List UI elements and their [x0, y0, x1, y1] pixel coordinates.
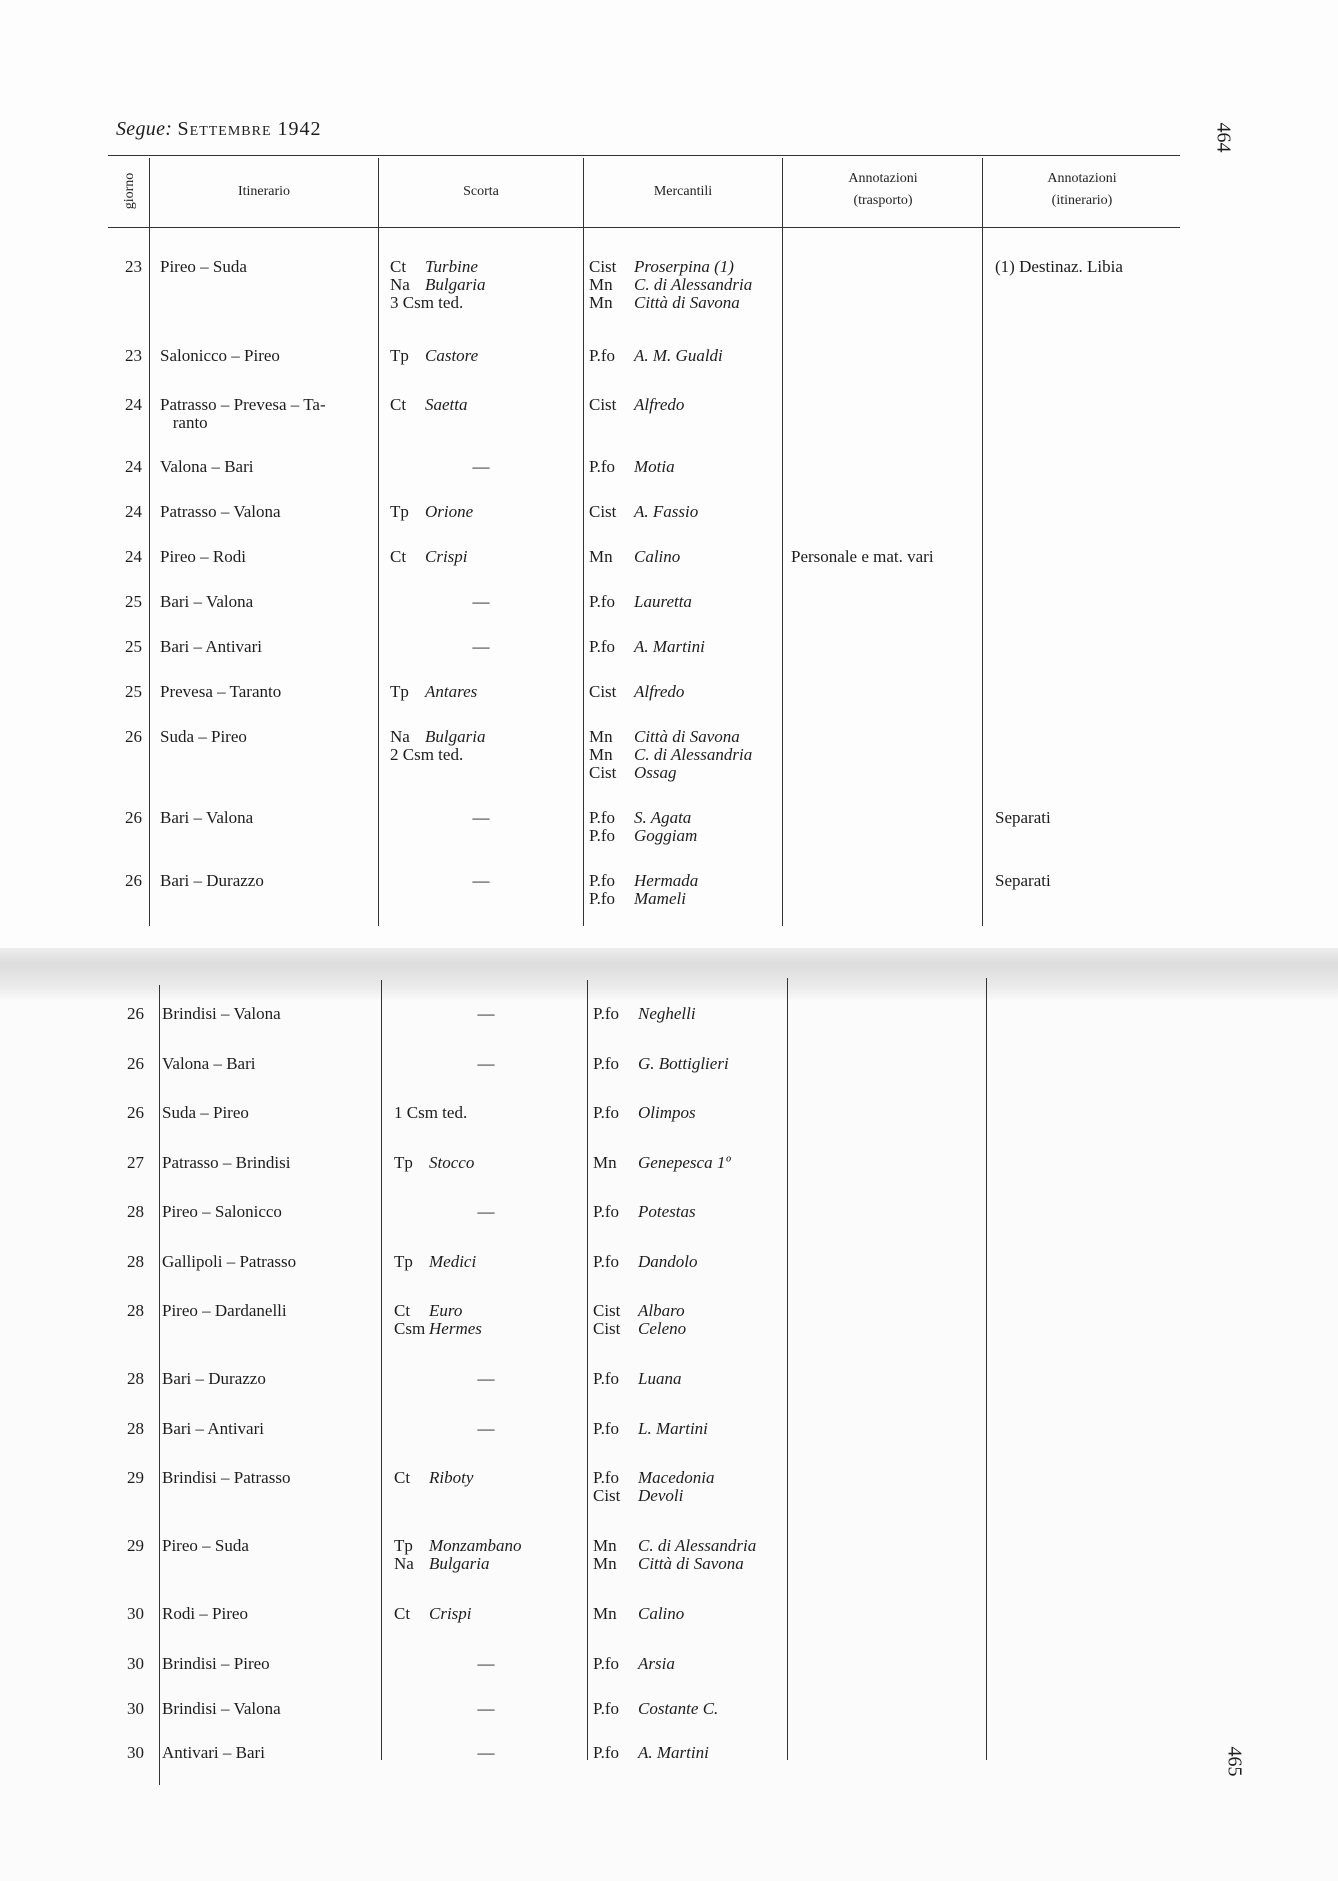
- column-rule-lower: [159, 985, 160, 1785]
- row-day: 30: [127, 1699, 144, 1718]
- header-itinerario: Itinerario: [237, 184, 291, 199]
- row-ship-name: Lauretta: [634, 592, 692, 611]
- row-escort-none: —: [477, 1699, 495, 1718]
- row-escort-none: —: [477, 1743, 495, 1762]
- row-route: Pireo – Rodi: [160, 547, 246, 566]
- row-ship-type: Mn: [593, 1604, 617, 1623]
- row-route: Pireo – Dardanelli: [162, 1301, 287, 1320]
- column-rule-upper: [982, 158, 983, 926]
- row-ship-name: Ossag: [634, 763, 677, 782]
- row-ship-type: Mn: [589, 547, 613, 566]
- row-day: 30: [127, 1654, 144, 1673]
- row-ship-name: A. M. Gualdi: [634, 346, 723, 365]
- row-day: 25: [125, 682, 142, 701]
- row-escort-type: Ct: [394, 1468, 411, 1487]
- row-escort-name: Bulgaria: [425, 275, 486, 294]
- row-route: Brindisi – Pireo: [162, 1654, 270, 1673]
- row-escort-type: Ct: [394, 1604, 411, 1623]
- column-rule-lower: [986, 978, 987, 1760]
- row-escort-name: Bulgaria: [425, 727, 486, 746]
- row-day: 28: [127, 1202, 144, 1221]
- row-route: Salonicco – Pireo: [160, 346, 280, 365]
- row-ship-type: Cist: [593, 1319, 621, 1338]
- row-route: Pireo – Suda: [160, 257, 247, 276]
- row-day: 26: [127, 1054, 144, 1073]
- row-escort-type: 1 Csm ted.: [394, 1103, 468, 1122]
- row-escort-name: Euro: [429, 1301, 463, 1320]
- row-ship-name: Neghelli: [638, 1004, 696, 1023]
- row-escort-name: Castore: [425, 346, 479, 365]
- row-ship-name: Hermada: [634, 871, 699, 890]
- row-annotation-trasporto: Personale e mat. vari: [791, 547, 934, 566]
- row-ship-type: Mn: [593, 1536, 617, 1555]
- row-escort-type: 2 Csm ted.: [390, 745, 464, 764]
- row-escort-name: Antares: [425, 682, 478, 701]
- row-escort-type: 3 Csm ted.: [390, 293, 464, 312]
- header-top-rule: [108, 155, 1180, 156]
- row-ship-name: Macedonia: [638, 1468, 715, 1487]
- row-escort-type: Na: [390, 727, 410, 746]
- row-escort-type: Ct: [390, 395, 407, 414]
- row-ship-name: Arsia: [638, 1654, 675, 1673]
- column-rule-upper: [378, 158, 379, 926]
- page-number-right: 465: [1223, 1746, 1246, 1777]
- row-escort-name: Medici: [429, 1252, 477, 1271]
- row-escort-type: Tp: [390, 682, 409, 701]
- row-day: 24: [125, 395, 142, 414]
- row-route: Brindisi – Valona: [162, 1004, 281, 1023]
- row-route: Suda – Pireo: [160, 727, 247, 746]
- row-ship-type: P.fo: [589, 808, 615, 827]
- row-ship-name: C. di Alessandria: [638, 1536, 757, 1555]
- row-ship-type: P.fo: [593, 1252, 619, 1271]
- row-ship-type: P.fo: [593, 1103, 619, 1122]
- row-day: 24: [125, 547, 142, 566]
- row-route: Bari – Durazzo: [160, 871, 264, 890]
- row-ship-name: Costante C.: [638, 1699, 719, 1718]
- header-annotazioni-trasporto-line2: (trasporto): [853, 193, 913, 208]
- row-escort-name: Crispi: [429, 1604, 472, 1623]
- row-day: 23: [125, 257, 142, 276]
- row-ship-name: Proserpina (1): [634, 257, 734, 276]
- row-ship-type: P.fo: [593, 1743, 619, 1762]
- row-ship-type: Cist: [589, 682, 617, 701]
- row-escort-none: —: [477, 1202, 495, 1221]
- row-ship-type: P.fo: [593, 1468, 619, 1487]
- row-ship-name: S. Agata: [634, 808, 692, 827]
- row-day: 30: [127, 1743, 144, 1762]
- row-day: 23: [125, 346, 142, 365]
- header-annotazioni-itinerario: [984, 168, 1180, 212]
- row-escort-type: Ct: [390, 257, 407, 276]
- row-day: 26: [125, 808, 142, 827]
- row-ship-name: Alfredo: [634, 682, 685, 701]
- row-escort-name: Stocco: [429, 1153, 475, 1172]
- header-annotazioni-trasporto-line1: Annotazioni: [848, 171, 918, 186]
- row-ship-name: Celeno: [638, 1319, 687, 1338]
- row-ship-name: Luana: [638, 1369, 682, 1388]
- row-ship-type: P.fo: [589, 826, 615, 845]
- header-annotazioni-trasporto: [784, 168, 982, 212]
- row-ship-name: G. Bottiglieri: [638, 1054, 729, 1073]
- row-day: 30: [127, 1604, 144, 1623]
- row-escort-none: —: [477, 1654, 495, 1673]
- row-escort-none: —: [472, 457, 490, 476]
- row-day: 28: [127, 1252, 144, 1271]
- row-ship-type: Mn: [589, 727, 613, 746]
- row-route: Valona – Bari: [162, 1054, 256, 1073]
- row-day: 26: [125, 727, 142, 746]
- row-escort-type: Tp: [390, 346, 409, 365]
- running-head-prefix: Segue:: [116, 118, 173, 140]
- row-route: Bari – Valona: [160, 808, 254, 827]
- row-ship-type: P.fo: [593, 1202, 619, 1221]
- row-ship-name: Devoli: [638, 1486, 684, 1505]
- row-ship-name: A. Martini: [638, 1743, 709, 1762]
- row-annotation-itinerario: Separati: [995, 808, 1051, 827]
- row-ship-type: Mn: [593, 1153, 617, 1172]
- header-annotazioni-itinerario-line2: (itinerario): [1051, 193, 1113, 208]
- row-ship-name: Goggiam: [634, 826, 698, 845]
- running-head-month: Settembre 1942: [177, 118, 322, 140]
- row-ship-type: P.fo: [593, 1004, 619, 1023]
- row-ship-type: P.fo: [589, 871, 615, 890]
- row-day: 29: [127, 1468, 144, 1487]
- row-route: Bari – Antivari: [162, 1419, 264, 1438]
- row-escort-type: Ct: [390, 547, 407, 566]
- row-ship-name: Città di Savona: [634, 293, 740, 312]
- row-day: 29: [127, 1536, 144, 1555]
- row-escort-name: Crispi: [425, 547, 468, 566]
- row-annotation-itinerario: (1) Destinaz. Libia: [995, 257, 1123, 276]
- row-ship-name: L. Martini: [638, 1419, 708, 1438]
- row-escort-name: Saetta: [425, 395, 468, 414]
- column-rule-lower: [787, 978, 788, 1760]
- row-day: 28: [127, 1301, 144, 1320]
- row-route: Brindisi – Patrasso: [162, 1468, 291, 1487]
- row-day: 26: [127, 1004, 144, 1023]
- row-ship-name: Motia: [634, 457, 675, 476]
- row-ship-type: P.fo: [593, 1654, 619, 1673]
- row-ship-name: C. di Alessandria: [634, 275, 753, 294]
- row-ship-name: Potestas: [638, 1202, 696, 1221]
- row-route: Suda – Pireo: [162, 1103, 249, 1122]
- row-ship-name: Alfredo: [634, 395, 685, 414]
- row-ship-name: Mameli: [634, 889, 686, 908]
- row-escort-name: Bulgaria: [429, 1554, 490, 1573]
- row-ship-name: Città di Savona: [638, 1554, 744, 1573]
- row-escort-type: Ct: [394, 1301, 411, 1320]
- row-escort-name: Hermes: [429, 1319, 482, 1338]
- header-scorta: Scorta: [463, 184, 499, 199]
- row-ship-type: Cist: [593, 1301, 621, 1320]
- running-head: [116, 118, 322, 141]
- row-ship-name: Olimpos: [638, 1103, 696, 1122]
- row-day: 26: [127, 1103, 144, 1122]
- row-route: Bari – Antivari: [160, 637, 262, 656]
- row-ship-type: Mn: [593, 1554, 617, 1573]
- column-rule-upper: [583, 158, 584, 926]
- row-ship-type: Mn: [589, 275, 613, 294]
- row-escort-type: Csm: [394, 1319, 426, 1338]
- row-ship-type: Cist: [589, 763, 617, 782]
- row-escort-none: —: [477, 1419, 495, 1438]
- row-route: Valona – Bari: [160, 457, 254, 476]
- row-day: 25: [125, 637, 142, 656]
- row-route: Prevesa – Taranto: [160, 682, 282, 701]
- page-number-left: 464: [1212, 122, 1235, 153]
- row-ship-name: Genepesca 1º: [638, 1153, 731, 1172]
- row-ship-type: P.fo: [593, 1699, 619, 1718]
- row-ship-type: P.fo: [589, 346, 615, 365]
- header-mercantili: Mercantili: [653, 184, 713, 199]
- row-escort-none: —: [472, 637, 490, 656]
- row-escort-type: Tp: [394, 1153, 413, 1172]
- row-route: Patrasso – Prevesa – Ta- ranto: [160, 395, 326, 432]
- row-ship-name: C. di Alessandria: [634, 745, 753, 764]
- row-ship-type: Mn: [589, 293, 613, 312]
- row-escort-none: —: [472, 871, 490, 890]
- row-ship-name: Albaro: [638, 1301, 685, 1320]
- row-day: 28: [127, 1419, 144, 1438]
- row-escort-type: Na: [390, 275, 410, 294]
- row-day: 25: [125, 592, 142, 611]
- row-route: Antivari – Bari: [162, 1743, 265, 1762]
- row-ship-type: P.fo: [593, 1419, 619, 1438]
- row-escort-type: Na: [394, 1554, 414, 1573]
- column-rule-upper: [782, 158, 783, 926]
- row-route: Pireo – Suda: [162, 1536, 249, 1555]
- row-ship-type: P.fo: [589, 889, 615, 908]
- row-ship-type: Cist: [589, 395, 617, 414]
- row-ship-name: Città di Savona: [634, 727, 740, 746]
- row-ship-type: P.fo: [593, 1054, 619, 1073]
- row-day: 27: [127, 1153, 144, 1172]
- row-escort-name: Riboty: [429, 1468, 474, 1487]
- row-annotation-itinerario: Separati: [995, 871, 1051, 890]
- row-route: Pireo – Salonicco: [162, 1202, 282, 1221]
- row-escort-type: Tp: [394, 1252, 413, 1271]
- row-route: Brindisi – Valona: [162, 1699, 281, 1718]
- row-ship-type: Cist: [589, 502, 617, 521]
- row-ship-name: Dandolo: [638, 1252, 698, 1271]
- page-fold: [0, 948, 1338, 1000]
- row-ship-type: P.fo: [593, 1369, 619, 1388]
- row-escort-name: Monzambano: [429, 1536, 522, 1555]
- row-escort-none: —: [477, 1004, 495, 1023]
- row-ship-name: A. Fassio: [634, 502, 699, 521]
- row-day: 28: [127, 1369, 144, 1388]
- row-ship-name: Calino: [638, 1604, 685, 1623]
- row-escort-type: Tp: [390, 502, 409, 521]
- row-ship-type: P.fo: [589, 457, 615, 476]
- row-ship-type: Cist: [593, 1486, 621, 1505]
- column-rule-lower: [381, 980, 382, 1760]
- row-ship-type: Mn: [589, 745, 613, 764]
- row-escort-name: Orione: [425, 502, 474, 521]
- row-escort-type: Tp: [394, 1536, 413, 1555]
- column-rule-upper: [149, 158, 150, 926]
- row-ship-type: Cist: [589, 257, 617, 276]
- row-route: Rodi – Pireo: [162, 1604, 248, 1623]
- row-route: Bari – Durazzo: [162, 1369, 266, 1388]
- row-day: 24: [125, 457, 142, 476]
- row-route: Bari – Valona: [160, 592, 254, 611]
- row-route: Patrasso – Valona: [160, 502, 281, 521]
- row-escort-none: —: [477, 1369, 495, 1388]
- row-escort-name: Turbine: [425, 257, 478, 276]
- row-ship-name: A. Martini: [634, 637, 705, 656]
- row-route: Gallipoli – Patrasso: [162, 1252, 297, 1271]
- column-rule-lower: [587, 980, 588, 1760]
- header-bottom-rule: [108, 227, 1180, 228]
- row-escort-none: —: [472, 808, 490, 827]
- row-escort-none: —: [472, 592, 490, 611]
- row-ship-type: P.fo: [589, 592, 615, 611]
- row-route: Patrasso – Brindisi: [162, 1153, 291, 1172]
- row-ship-type: P.fo: [589, 637, 615, 656]
- row-day: 26: [125, 871, 142, 890]
- header-giorno: giorno: [122, 172, 137, 210]
- row-ship-name: Calino: [634, 547, 681, 566]
- header-annotazioni-itinerario-line1: Annotazioni: [1047, 171, 1117, 186]
- row-escort-none: —: [477, 1054, 495, 1073]
- row-day: 24: [125, 502, 142, 521]
